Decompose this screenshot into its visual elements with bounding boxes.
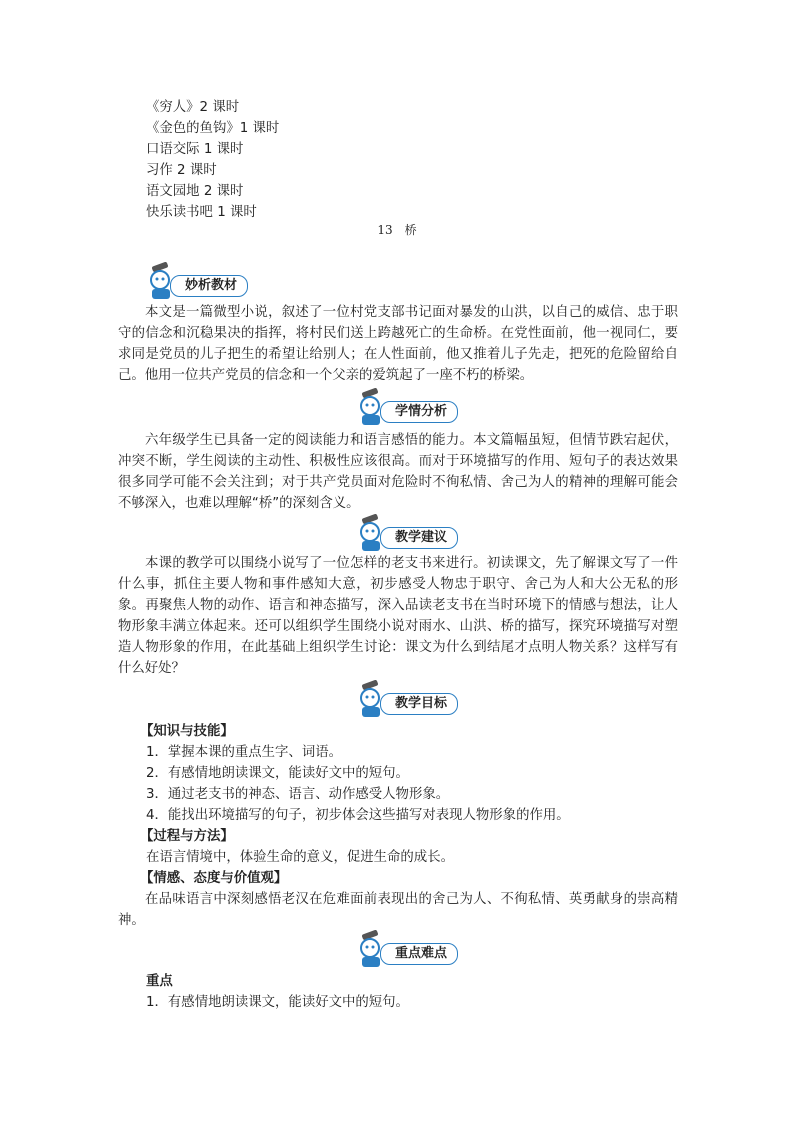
section-title: 重点难点	[380, 943, 458, 965]
goal-item: 2．有感情地朗读课文，能读好文中的短句。	[146, 766, 409, 781]
process-heading: 【过程与方法】	[140, 829, 234, 844]
schedule-item: 《金色的鱼钩》1 课时	[146, 121, 280, 136]
key-point-item: 1．有感情地朗读课文，能读好文中的短句。	[146, 995, 409, 1010]
goal-item: 3．通过老支书的神态、语言、动作感受人物形象。	[146, 787, 450, 802]
key-points-subheading: 重点	[146, 974, 173, 989]
schedule-item: 语文园地 2 课时	[146, 184, 244, 199]
process-text: 在语言情境中，体验生命的意义，促进生命的成长。	[146, 850, 454, 865]
knowledge-heading: 【知识与技能】	[140, 724, 234, 739]
emotion-heading: 【情感、态度与价值观】	[140, 871, 288, 886]
schedule-item: 《穷人》2 课时	[146, 100, 240, 115]
schedule-item: 快乐读书吧 1 课时	[146, 205, 257, 220]
section-title: 妙析教材	[170, 275, 248, 297]
analysis-paragraph: 本文是一篇微型小说，叙述了一位村党支部书记面对暴发的山洪，以自己的威信、忠于职守的信念和沉稳果决的指挥，将村民们送上跨越死亡的生命桥。在党性面前，他一视同仁，要求同是党员的儿子把生的希望让给别人；在人性面前，他又推着儿子先走，把死的危险留给自己。他用一位共产党员的信念和一个父亲的爱筑起了一座不朽的桥梁。	[118, 305, 678, 383]
section-title: 教学目标	[380, 693, 458, 715]
section-title: 教学建议	[380, 527, 458, 549]
schedule-item: 习作 2 课时	[146, 163, 217, 178]
students-paragraph: 六年级学生已具备一定的阅读能力和语言感悟的能力。本文篇幅虽短，但情节跌宕起伏，冲突不断，学生阅读的主动性、积极性应该很高。而对于环境描写的作用、短句子的表达效果很多同学可能不会关注到；对于共产党员面对危险时不徇私情、舍己为人的精神的理解可能会不够深入，也难以理解“桥”的深刻含义。	[118, 433, 678, 511]
lesson-title: 13 桥	[377, 223, 417, 237]
goal-item: 1．掌握本课的重点生字、词语。	[146, 745, 342, 760]
goal-item: 4．能找出环境描写的句子，初步体会这些描写对表现人物形象的作用。	[146, 808, 570, 823]
suggestion-paragraph: 本课的教学可以围绕小说写了一位怎样的老支书来进行。初读课文，先了解课文写了一件什么事，抓住主要人物和事件感知大意，初步感受人物忠于职守、舍己为人和大公无私的形象。再聚焦人物的动作、语言和神态描写，深入品读老支书在当时环境下的情感与想法，让人物形象丰满立体起来。还可以组织学生围绕小说对雨水、山洪、桥的描写，探究环境描写对塑造人物形象的作用，在此基础上组织学生讨论：课文为什么到结尾才点明人物关系？这样写有什么好处？	[118, 556, 678, 676]
schedule-item: 口语交际 1 课时	[146, 142, 244, 157]
section-title: 学情分析	[380, 401, 458, 423]
emotion-text: 在品味语言中深刻感悟老汉在危难面前表现出的舍己为人、不徇私情、英勇献身的崇高精神。	[118, 892, 678, 928]
